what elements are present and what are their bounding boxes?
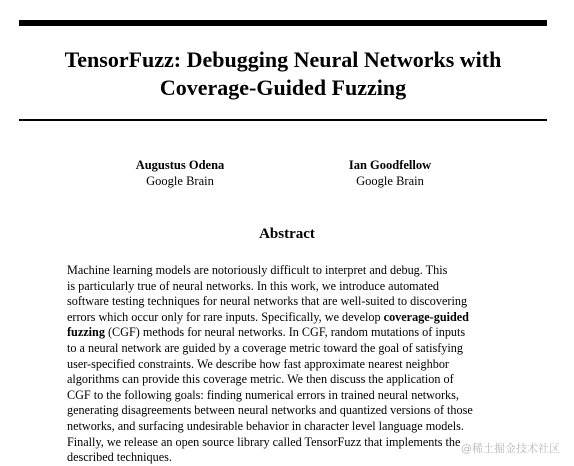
abstract-line: described techniques. <box>67 450 172 465</box>
watermark-text: @稀土掘金技术社区 <box>461 442 560 455</box>
abstract-line: Finally, we release an open source library called TensorFuzz that implements the <box>67 434 461 449</box>
abstract-line: user-specified constraints. We describe how fast approximate nearest neighbor <box>67 356 449 371</box>
abstract-body <box>67 263 515 466</box>
abstract-text: (CGF) methods for neural networks. In CGF, random mutations of inputs <box>104 325 466 340</box>
title-line-2: Coverage-Guided Fuzzing <box>159 75 407 100</box>
bold-term: fuzzing <box>67 325 105 340</box>
author-name: Ian Goodfellow <box>348 158 432 172</box>
author-affiliation: Google Brain <box>356 173 424 188</box>
author-name: Augustus Odena <box>135 158 225 172</box>
abstract-heading: Abstract <box>259 226 315 242</box>
author-block-2 <box>320 158 460 189</box>
abstract-line: software testing techniques for neural networks that are well-suited to discovering <box>67 294 468 309</box>
title-rule <box>19 119 547 121</box>
abstract-text: errors which occur only for rare inputs. Specifically, we develop <box>67 309 384 324</box>
paper-title <box>19 46 547 102</box>
abstract-line: networks, and surfacing undesirable behavior in character level language models. <box>67 418 464 433</box>
title-line-1: TensorFuzz: Debugging Neural Networks with <box>64 47 502 72</box>
top-rule <box>19 20 547 26</box>
abstract-line: to a neural network are guided by a coverage metric toward the goal of satisfying <box>67 340 463 355</box>
author-affiliation: Google Brain <box>146 173 214 188</box>
author-block-1 <box>110 158 250 189</box>
abstract-line <box>67 310 515 326</box>
abstract-line: Machine learning models are notoriously difficult to interpret and debug. This <box>67 263 448 277</box>
abstract-line <box>67 325 515 341</box>
abstract-line: CGF to the following goals: finding numerical errors in trained neural networks, <box>67 387 459 402</box>
bold-term: coverage-guided <box>383 309 469 324</box>
abstract-line: is particularly true of neural networks. In this work, we introduce automated <box>67 278 439 293</box>
abstract-line: generating disagreements between neural networks and quantized versions of those <box>67 403 473 418</box>
abstract-line: algorithms can provide this coverage metric. We then discuss the application of <box>67 372 454 387</box>
